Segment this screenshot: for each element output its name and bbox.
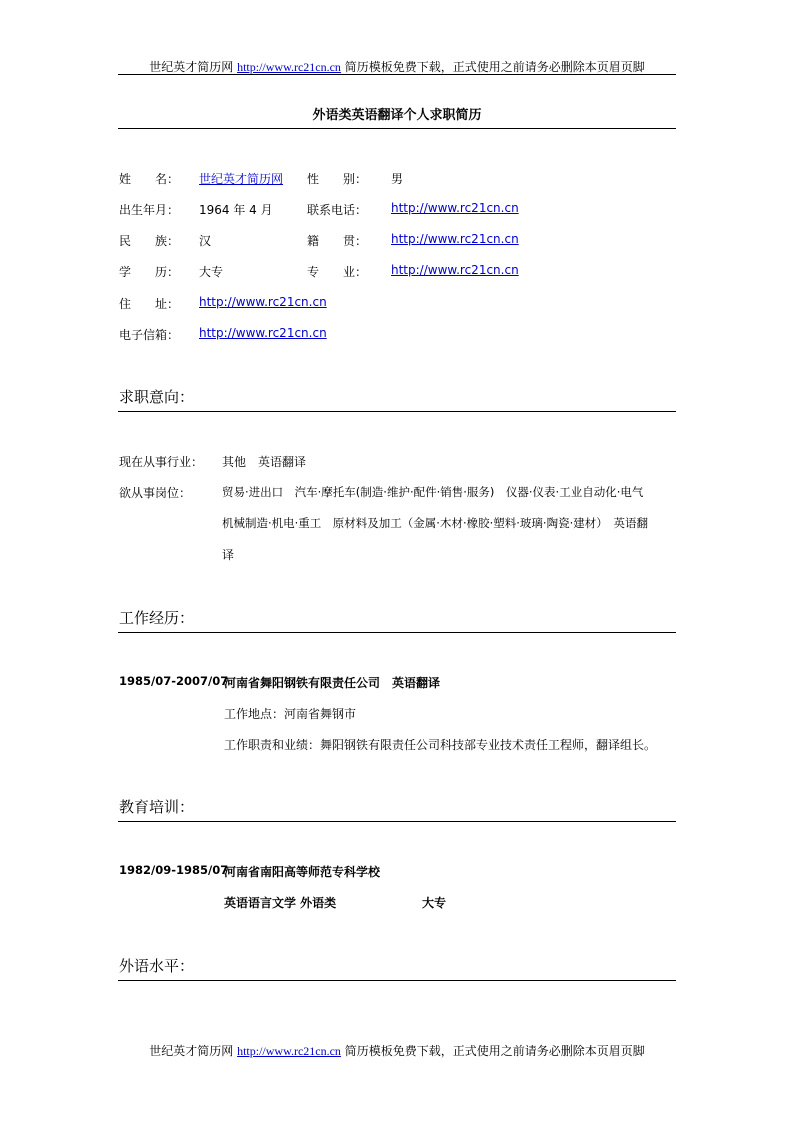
origin-value[interactable]: http://www.rc21cn.cn: [391, 232, 519, 246]
work-company: 河南省舞阳钢铁有限责任公司 英语翻译: [224, 676, 441, 690]
address-value[interactable]: http://www.rc21cn.cn: [199, 295, 327, 309]
position-line-1: 贸易·进出口 汽车·摩托车(制造·维护·配件·销售·服务) 仪器·仪表·工业自动化·电气: [222, 485, 644, 499]
origin-label: 籍 贯：: [307, 234, 368, 248]
header-site-name: 世纪英才简历网: [149, 60, 234, 74]
birth-value: 1964 年 4 月: [199, 203, 273, 217]
education-label: 学 历：: [119, 265, 180, 279]
education-value: 大专: [199, 265, 224, 279]
position-line-3: 译: [222, 548, 235, 562]
work-divider: [118, 632, 676, 633]
email-value[interactable]: http://www.rc21cn.cn: [199, 326, 327, 340]
education-heading: 教育培训：: [119, 798, 195, 816]
major-label: 专 业：: [307, 265, 368, 279]
phone-label: 联系电话：: [307, 203, 368, 217]
position-line-2: 机械制造·机电·重工 原材料及加工（金属·木材·橡胶·塑料·玻璃·陶瓷·建材） 英语翻: [222, 516, 648, 530]
education-major: 英语语言文学 外语类: [224, 896, 337, 910]
footer-site-name: 世纪英才简历网: [149, 1044, 234, 1058]
footer-link[interactable]: http://www.rc21cn.cn: [237, 1044, 341, 1058]
education-period: 1982/09-1985/07: [119, 863, 229, 877]
birth-label: 出生年月：: [119, 203, 180, 217]
header-divider: [118, 74, 676, 75]
phone-value[interactable]: http://www.rc21cn.cn: [391, 201, 519, 215]
major-value[interactable]: http://www.rc21cn.cn: [391, 263, 519, 277]
language-divider: [118, 980, 676, 981]
education-divider: [118, 821, 676, 822]
language-heading: 外语水平：: [119, 957, 195, 975]
intent-divider: [118, 411, 676, 412]
title-divider: [118, 128, 676, 129]
work-location: 工作地点：河南省舞钢市: [224, 707, 357, 721]
address-label: 住 址：: [119, 297, 180, 311]
name-value[interactable]: 世纪英才简历网: [199, 172, 284, 186]
ethnic-label: 民 族：: [119, 234, 180, 248]
page-header: [118, 58, 676, 75]
header-link[interactable]: http://www.rc21cn.cn: [237, 60, 341, 74]
work-heading: 工作经历：: [119, 609, 195, 627]
gender-label: 性 别：: [307, 172, 368, 186]
position-label: 欲从事岗位：: [119, 486, 192, 500]
email-label: 电子信箱：: [119, 328, 180, 342]
name-label: 姓 名：: [119, 172, 180, 186]
header-note: 简历模板免费下载，正式使用之前请务必删除本页眉页脚: [344, 60, 645, 74]
education-degree: 大专: [422, 896, 447, 910]
page-title: 外语类英语翻译个人求职简历: [312, 108, 482, 123]
education-school: 河南省南阳高等师范专科学校: [224, 865, 381, 879]
gender-value: 男: [391, 172, 404, 186]
intent-heading: 求职意向：: [119, 388, 195, 406]
page-footer: [118, 1042, 676, 1059]
industry-value: 其他 英语翻译: [222, 455, 307, 469]
work-duties: 工作职责和业绩：舞阳钢铁有限责任公司科技部专业技术责任工程师，翻译组长。: [224, 738, 657, 752]
ethnic-value: 汉: [199, 234, 212, 248]
work-period: 1985/07-2007/07: [119, 674, 229, 688]
footer-note: 简历模板免费下载，正式使用之前请务必删除本页眉页脚: [344, 1044, 645, 1058]
industry-label: 现在从事行业：: [119, 455, 204, 469]
